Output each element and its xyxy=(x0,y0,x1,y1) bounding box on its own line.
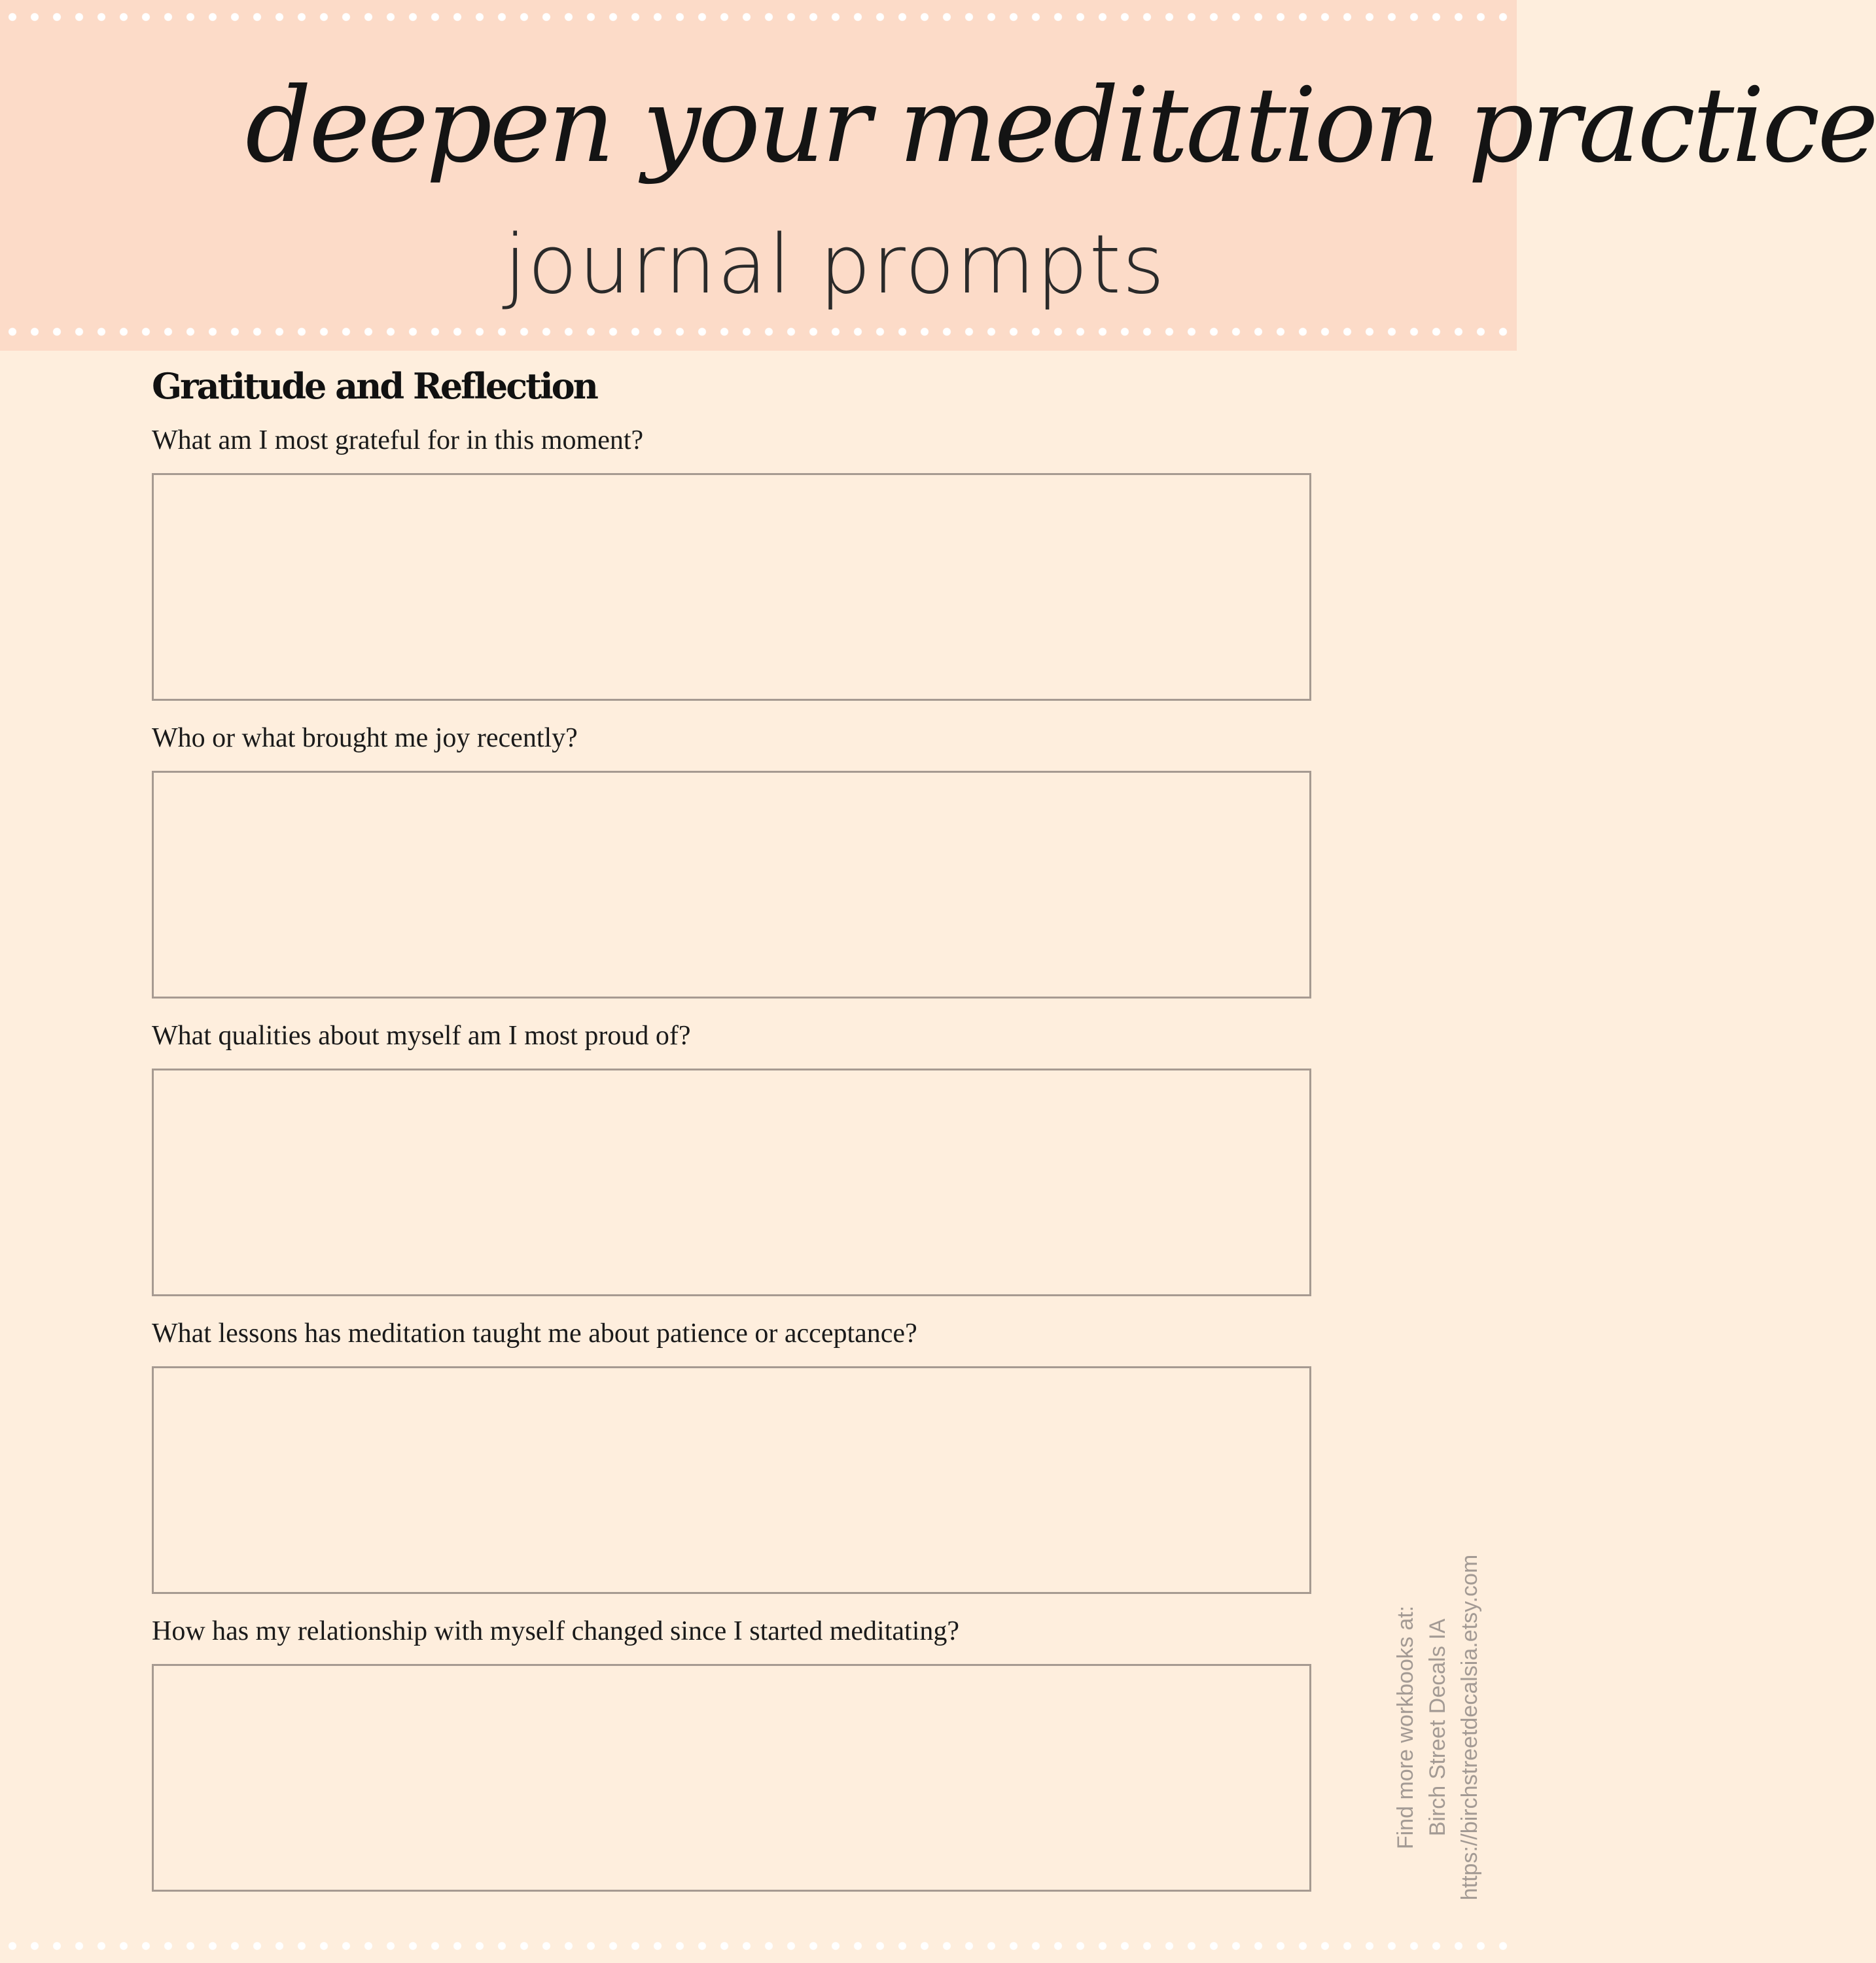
answer-box[interactable] xyxy=(152,473,1311,701)
credit-line-intro: Find more workbooks at: xyxy=(1393,1605,1418,1850)
page-title: deepen your meditation practice xyxy=(245,65,1876,186)
prompt-2 xyxy=(152,718,1311,758)
section-heading: Gratitude and Reflection xyxy=(152,365,597,407)
dotted-border-bottom xyxy=(0,1941,1517,1951)
answer-box[interactable] xyxy=(152,771,1311,999)
prompt-question: What qualities about myself am I most proud of? xyxy=(152,1021,691,1051)
prompt-question: What am I most grateful for in this moment? xyxy=(152,425,644,455)
answer-box[interactable] xyxy=(152,1069,1311,1296)
prompt-question: Who or what brought me joy recently? xyxy=(152,723,578,753)
answer-box[interactable] xyxy=(152,1664,1311,1892)
dotted-border-top xyxy=(0,12,1517,22)
prompt-1 xyxy=(152,421,1311,460)
prompt-question: How has my relationship with myself changed since I started meditating? xyxy=(152,1616,960,1646)
credit-shop-name: Birch Street Decals IA xyxy=(1425,1618,1450,1837)
page-subtitle: journal prompts xyxy=(504,218,1166,312)
prompt-4 xyxy=(152,1314,1311,1353)
prompt-5 xyxy=(152,1612,1311,1651)
answer-box[interactable] xyxy=(152,1366,1311,1594)
prompt-question: What lessons has meditation taught me about patience or acceptance? xyxy=(152,1318,917,1349)
prompt-3 xyxy=(152,1016,1311,1055)
dotted-border-header-bottom xyxy=(0,327,1517,336)
credit-shop-url[interactable]: https://birchstreetdecalsia.etsy.com xyxy=(1457,1554,1482,1901)
